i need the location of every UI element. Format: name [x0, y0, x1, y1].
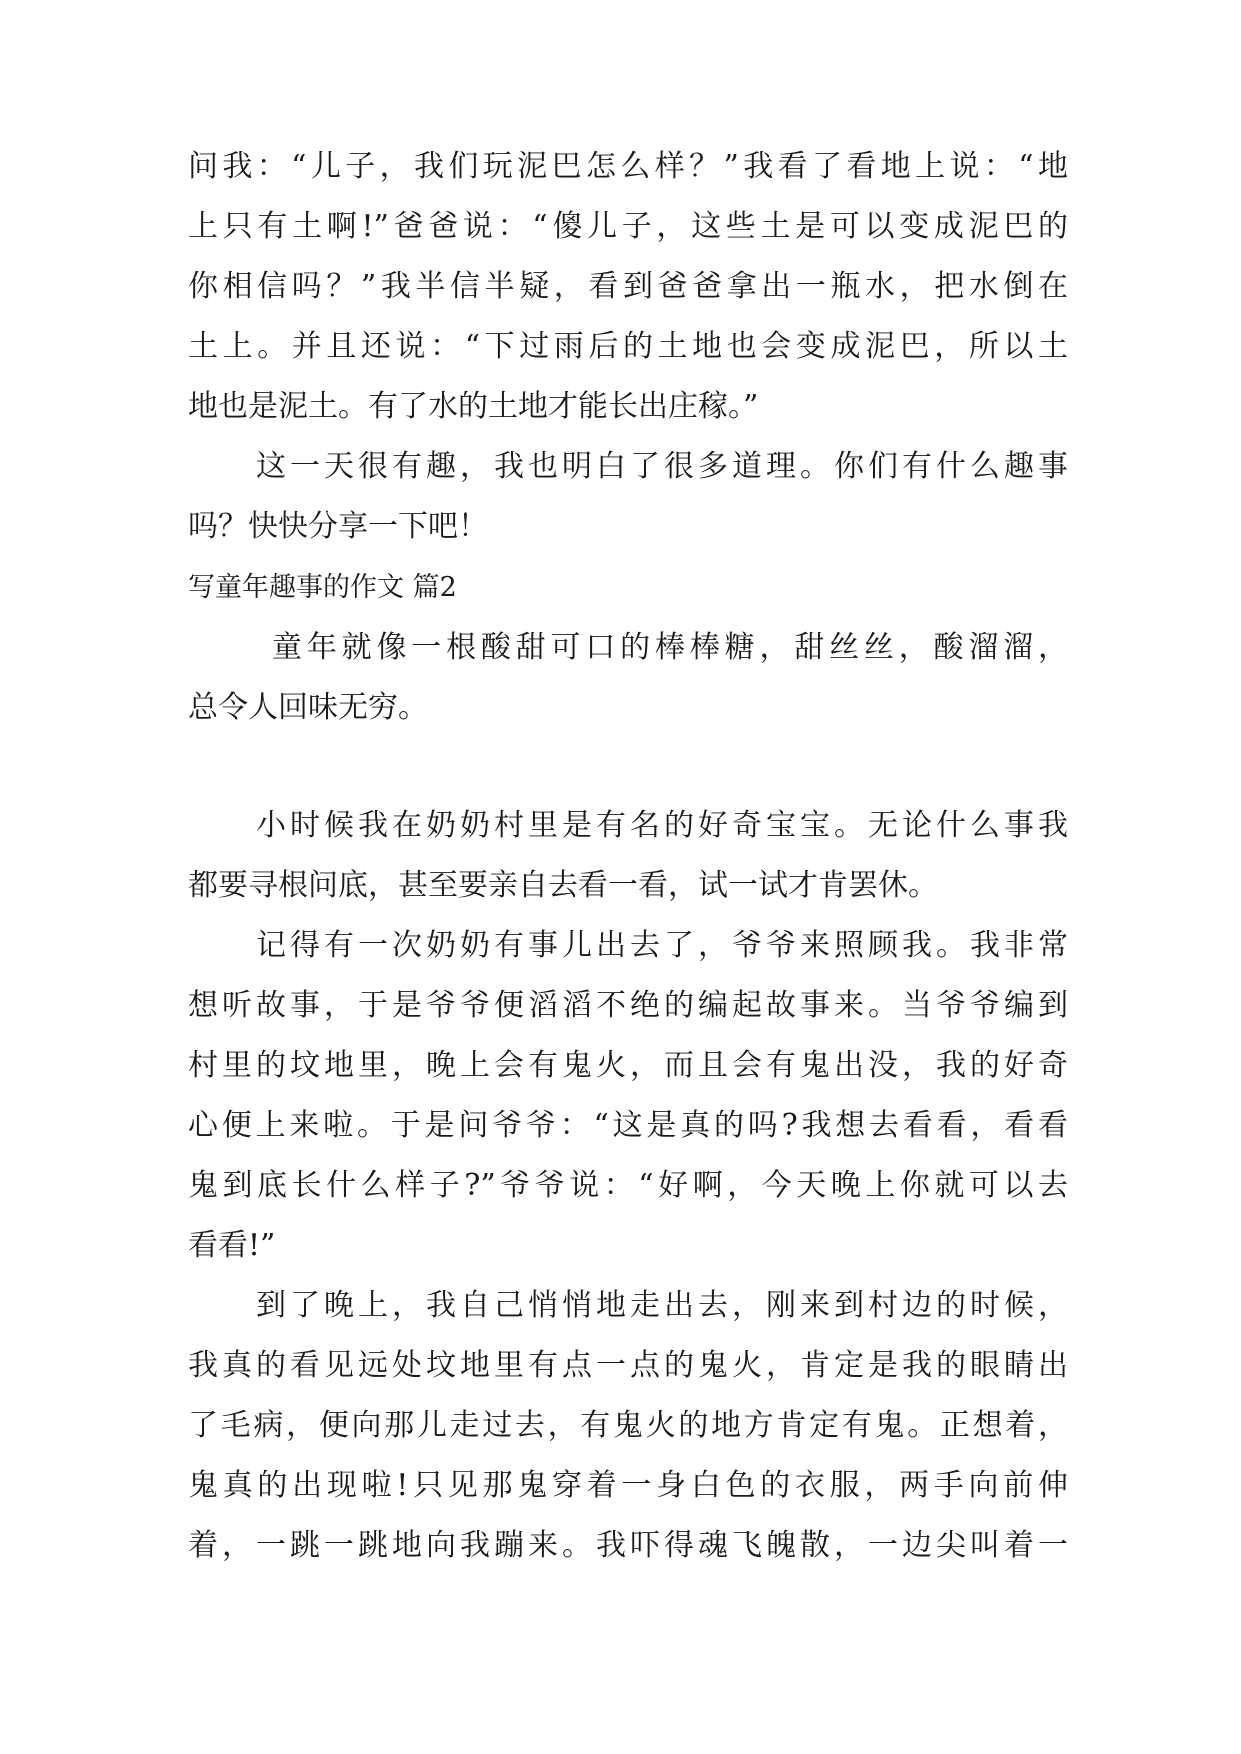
- paragraph-first-line: 童年就像一根酸甜可口的棒棒糖，甜丝丝，酸溜溜，: [272, 630, 1068, 665]
- paragraph-first-line: 记得有一次奶奶有事儿出去了，爷爷来照顾我。我非常: [256, 928, 1068, 963]
- paragraph-first-line: 到了晚上，我自己悄悄地走出去，刚来到村边的时候，: [256, 1288, 1068, 1323]
- text-line: 上只有土啊!”爸爸说：“傻儿子，这些土是可以变成泥巴的: [188, 209, 1068, 244]
- text-line: 鬼到底长什么样子?”爷爷说：“好啊，今天晚上你就可以去: [188, 1168, 1068, 1203]
- text-line: 我真的看见远处坟地里有点一点的鬼火，肯定是我的眼睛出: [188, 1348, 1068, 1383]
- text-line: 问我：“儿子，我们玩泥巴怎么样？”我看了看地上说：“地: [188, 149, 1068, 184]
- text-line: 你相信吗？”我半信半疑，看到爸爸拿出一瓶水，把水倒在: [188, 269, 1068, 304]
- text-line: 总令人回味无穷。: [188, 690, 428, 725]
- paragraph-first-line: 这一天很有趣，我也明白了很多道理。你们有什么趣事: [256, 449, 1068, 484]
- text-line: 村里的坟地里，晚上会有鬼火，而且会有鬼出没，我的好奇: [188, 1048, 1068, 1083]
- paragraph-first-line: 小时候我在奶奶村里是有名的好奇宝宝。无论什么事我: [256, 808, 1068, 843]
- text-line: 鬼真的出现啦!只见那鬼穿着一身白色的衣服，两手向前伸: [188, 1468, 1068, 1503]
- text-line: 地也是泥土。有了水的土地才能长出庄稼。”: [188, 389, 759, 424]
- text-line: 土上。并且还说：“下过雨后的土地也会变成泥巴，所以土: [188, 329, 1068, 364]
- text-line: 了毛病，便向那儿走过去，有鬼火的地方肯定有鬼。正想着，: [188, 1408, 1068, 1443]
- text-line: 着，一跳一跳地向我蹦来。我吓得魂飞魄散，一边尖叫着一: [188, 1528, 1068, 1563]
- text-line: 心便上来啦。于是问爷爷：“这是真的吗?我想去看看，看看: [188, 1108, 1068, 1143]
- text-line: 想听故事，于是爷爷便滔滔不绝的编起故事来。当爷爷编到: [188, 988, 1068, 1023]
- text-line: 吗？快快分享一下吧！: [188, 509, 488, 544]
- text-line: 看看!”: [188, 1228, 276, 1263]
- section-heading: 写童年趣事的作文 篇2: [188, 572, 457, 603]
- text-line: 都要寻根问底，甚至要亲自去看一看，试一试才肯罢休。: [188, 868, 938, 903]
